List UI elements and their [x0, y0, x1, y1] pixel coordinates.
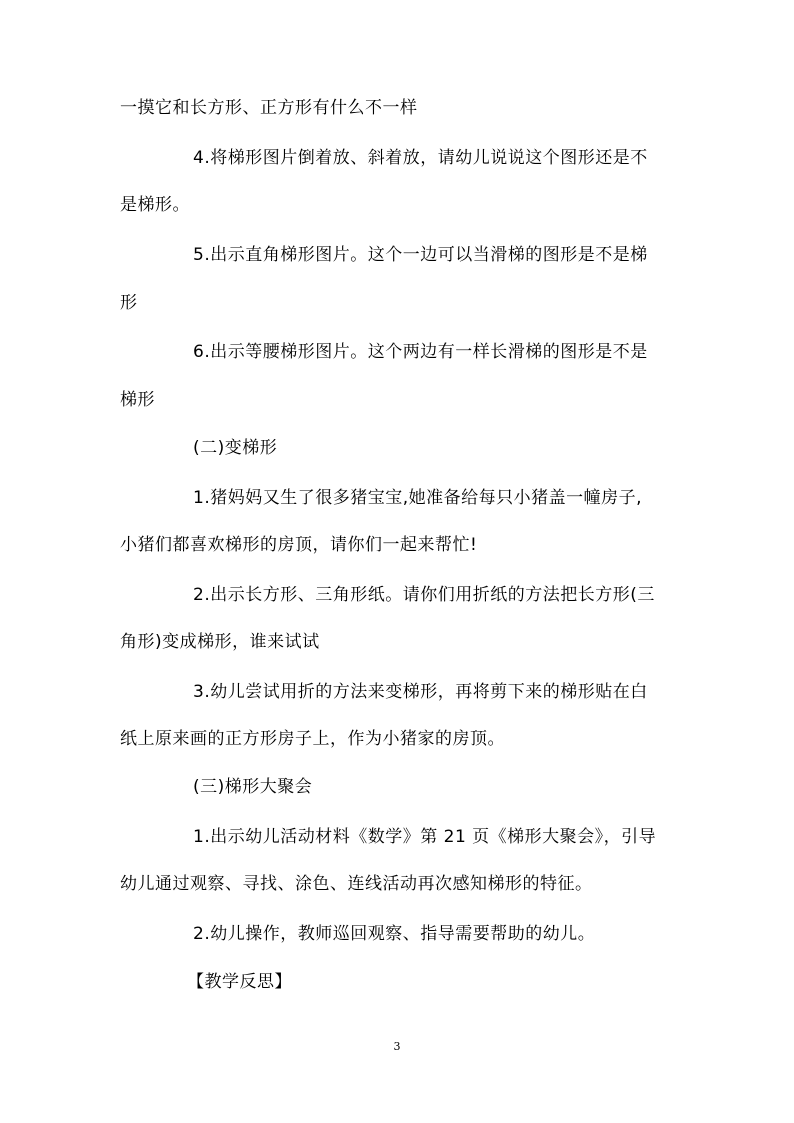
paragraph-3-1-line-1: 1.出示幼儿活动材料《数学》第 21 页《梯形大聚会》，引导 [193, 827, 657, 847]
section-heading-reflection: 【教学反思】 [187, 972, 292, 992]
paragraph-step-4-line-2: 是梯形。 [120, 195, 190, 215]
paragraph-step-6-line-2: 梯形 [120, 390, 155, 410]
paragraph-2-3-line-1: 3.幼儿尝试用折的方法来变梯形，再将剪下来的梯形贴在白 [193, 682, 648, 702]
paragraph-2-2-line-2: 角形)变成梯形，谁来试试 [120, 632, 320, 652]
paragraph-step-5-line-2: 形 [120, 293, 138, 313]
paragraph-2-2-line-1: 2.出示长方形、三角形纸。请你们用折纸的方法把长方形(三 [193, 585, 655, 605]
paragraph-2-1-line-2: 小猪们都喜欢梯形的房顶，请你们一起来帮忙! [120, 535, 478, 555]
paragraph-3-2: 2.幼儿操作，教师巡回观察、指导需要帮助的幼儿。 [193, 924, 596, 944]
paragraph-step-5-line-1: 5.出示直角梯形图片。这个一边可以当滑梯的图形是不是梯 [193, 245, 648, 265]
paragraph-2-3-line-2: 纸上原来画的正方形房子上，作为小猪家的房顶。 [120, 729, 505, 749]
paragraph-3-1-line-2: 幼儿通过观察、寻找、涂色、连线活动再次感知梯形的特征。 [120, 874, 593, 894]
text-line-continuation: 一摸它和长方形、正方形有什么不一样 [120, 98, 418, 118]
paragraph-2-1-line-1: 1.猪妈妈又生了很多猪宝宝,她准备给每只小猪盖一幢房子, [193, 488, 643, 508]
section-heading-3: (三)梯形大聚会 [193, 777, 313, 797]
paragraph-step-6-line-1: 6.出示等腰梯形图片。这个两边有一样长滑梯的图形是不是 [193, 342, 648, 362]
page-number: 3 [393, 1040, 401, 1053]
section-heading-2: (二)变梯形 [193, 438, 278, 458]
paragraph-step-4-line-1: 4.将梯形图片倒着放、斜着放，请幼儿说说这个图形还是不 [193, 148, 648, 168]
